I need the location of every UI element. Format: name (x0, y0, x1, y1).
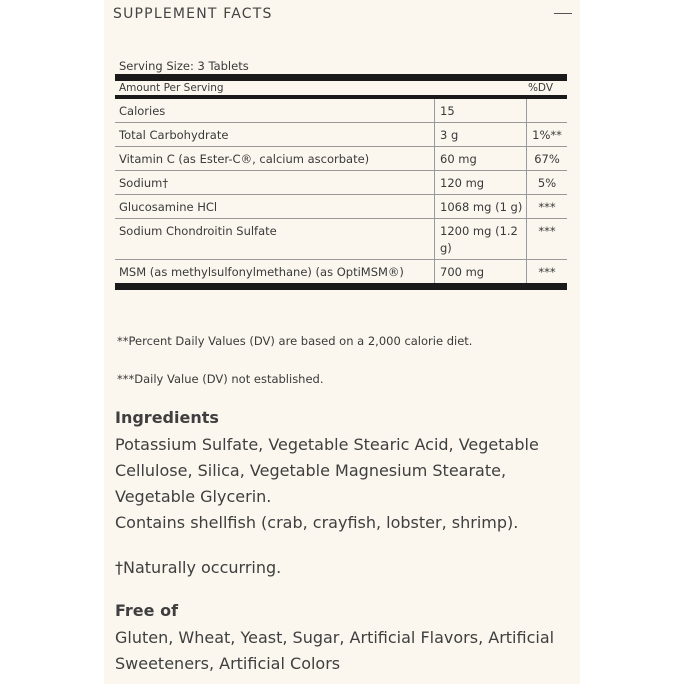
nutrient-amount: 700 mg (435, 260, 527, 284)
nutrient-row (115, 219, 567, 260)
collapse-icon[interactable] (554, 13, 572, 14)
nutrient-row (115, 171, 567, 195)
supplement-facts-table (115, 58, 567, 290)
nutrient-amount: 1068 mg (1 g) (435, 195, 527, 219)
ingredients-text (115, 432, 575, 536)
nutrient-dv: *** (527, 219, 568, 260)
nutrient-amount: 3 g (435, 123, 527, 147)
serving-size: Serving Size: 3 Tablets (119, 59, 249, 73)
amount-per-serving-label: Amount Per Serving (119, 82, 224, 94)
nutrient-row (115, 123, 567, 147)
nutrient-dv: *** (527, 195, 568, 219)
dv-not-established-footnote: ***Daily Value (DV) not established. (117, 372, 324, 386)
nutrient-dv: 67% (527, 147, 568, 171)
section-title: SUPPLEMENT FACTS (113, 6, 273, 22)
divider-thick (115, 74, 567, 81)
nutrient-row (115, 195, 567, 219)
free-of-title: Free of (115, 601, 179, 620)
nutrient-dv (527, 99, 568, 123)
allergen-statement: Contains shellfish (crab, crayfish, lobster, shrimp). (115, 513, 519, 532)
nutrient-name: Calories (115, 99, 435, 123)
nutrient-name: Glucosamine HCl (115, 195, 435, 219)
nutrient-name: Total Carbohydrate (115, 123, 435, 147)
nutrient-dv: 1%** (527, 123, 568, 147)
nutrient-row (115, 147, 567, 171)
divider-bottom (115, 283, 567, 290)
amount-header-row (115, 81, 567, 95)
nutrient-table (115, 99, 567, 283)
dv-footnote: **Percent Daily Values (DV) are based on a 2,000 calorie diet. (117, 334, 473, 348)
nutrient-dv: 5% (527, 171, 568, 195)
naturally-occurring-note: †Naturally occurring. (115, 558, 282, 577)
ingredients-list: Potassium Sulfate, Vegetable Stearic Acid, Vegetable Cellulose, Silica, Vegetable Magnesium Stearate, Vegetable Glycerin. (115, 435, 539, 506)
dv-header-label: %DV (527, 82, 553, 94)
nutrient-row (115, 260, 567, 284)
nutrient-dv: *** (538, 265, 556, 279)
nutrient-name: Sodium Chondroitin Sulfate (115, 219, 435, 260)
nutrient-amount: 1200 mg (1.2 g) (435, 219, 527, 260)
nutrient-amount: 120 mg (435, 171, 527, 195)
nutrient-amount: 15 (435, 99, 527, 123)
nutrient-row (115, 99, 567, 123)
free-of-text: Gluten, Wheat, Yeast, Sugar, Artificial Flavors, Artificial Sweeteners, Artificial Colors (115, 628, 555, 673)
nutrient-name: Vitamin C (as Ester-C®, calcium ascorbate) (115, 147, 435, 171)
nutrient-name: Sodium† (115, 171, 435, 195)
ingredients-title: Ingredients (115, 408, 219, 427)
supplement-facts-panel (104, 0, 580, 684)
nutrient-name: MSM (as methylsulfonylmethane) (as OptiMSM®) (115, 260, 435, 284)
nutrient-amount: 60 mg (435, 147, 527, 171)
